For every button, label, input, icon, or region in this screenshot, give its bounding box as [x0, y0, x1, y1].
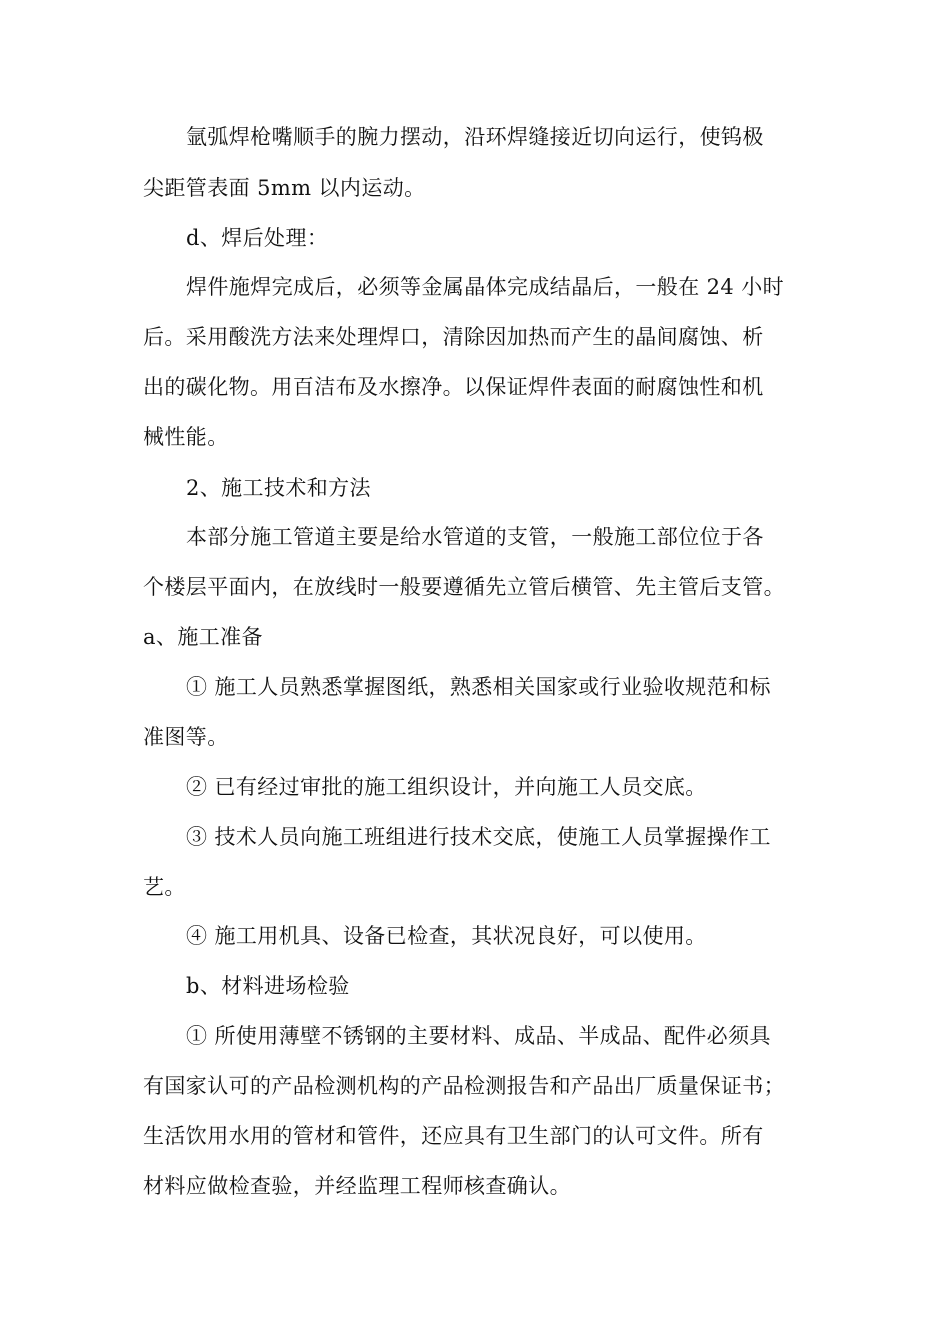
text-line: 材料应做检查验，并经监理工程师核查确认。 [143, 1174, 571, 1198]
text-line: 械性能。 [143, 425, 229, 449]
text-line: 准图等。 [143, 725, 229, 749]
section-heading: a、施工准备 [143, 625, 263, 649]
section-heading: 2、施工技术和方法 [186, 476, 371, 500]
section-heading: b、材料进场检验 [186, 974, 350, 998]
list-item: ④ 施工用机具、设备已检查，其状况良好，可以使用。 [186, 924, 707, 948]
text-line: 后。采用酸洗方法来处理焊口，清除因加热而产生的晶间腐蚀、析 [143, 325, 764, 349]
list-item: ① 施工人员熟悉掌握图纸，熟悉相关国家或行业验收规范和标 [186, 675, 771, 699]
text-line: 生活饮用水用的管材和管件，还应具有卫生部门的认可文件。所有 [143, 1124, 764, 1148]
text-line: 焊件施焊完成后，必须等金属晶体完成结晶后，一般在 24 小时 [186, 275, 785, 299]
text-line: 出的碳化物。用百洁布及水擦净。以保证焊件表面的耐腐蚀性和机 [143, 375, 764, 399]
text-line: 有国家认可的产品检测机构的产品检测报告和产品出厂质量保证书； [143, 1074, 785, 1098]
text-line: 艺。 [143, 875, 186, 899]
list-item: ② 已有经过审批的施工组织设计，并向施工人员交底。 [186, 775, 707, 799]
section-heading: d、焊后处理： [186, 226, 329, 250]
text-line: 尖距管表面 5mm 以内运动。 [143, 176, 426, 200]
list-item: ① 所使用薄壁不锈钢的主要材料、成品、半成品、配件必须具 [186, 1024, 771, 1048]
list-item: ③ 技术人员向施工班组进行技术交底，使施工人员掌握操作工 [186, 825, 771, 849]
text-line: 本部分施工管道主要是给水管道的支管，一般施工部位位于各 [186, 525, 764, 549]
text-line: 个楼层平面内，在放线时一般要遵循先立管后横管、先主管后支管。 [143, 575, 785, 599]
text-line: 氩弧焊枪嘴顺手的腕力摆动，沿环焊缝接近切向运行，使钨极 [186, 125, 764, 149]
